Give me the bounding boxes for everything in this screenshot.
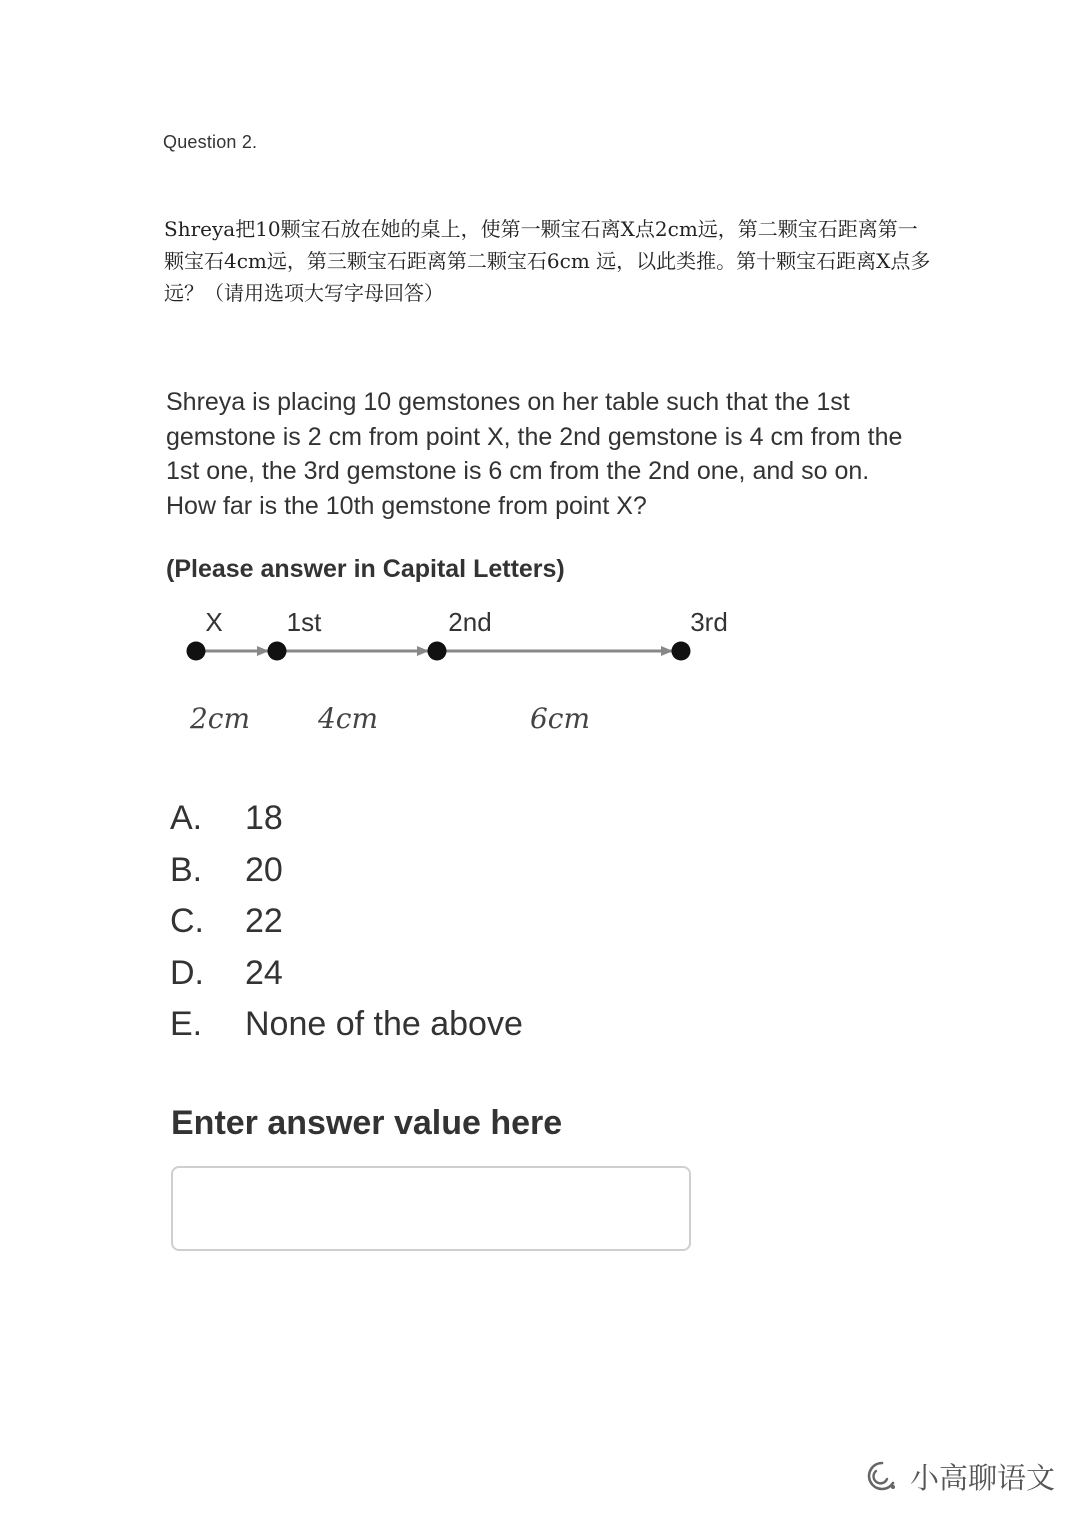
point-label-x: X <box>205 607 223 637</box>
answer-options <box>170 796 523 1054</box>
point-label-1st: 1st <box>286 607 322 637</box>
option-value: 18 <box>245 799 283 837</box>
question-number: Question 2. <box>163 132 258 152</box>
point-label-3rd: 3rd <box>690 607 728 637</box>
option-letter: B. <box>170 850 203 889</box>
answer-input[interactable] <box>171 1166 691 1251</box>
option-d <box>170 951 523 1003</box>
option-c <box>170 899 523 951</box>
chinese-prompt: Shreya把10颗宝石放在她的桌上，使第一颗宝石离X点2cm远，第二颗宝石距离第一颗宝石4cm远，第三颗宝石距离第二颗宝石6cm 远，以此类推。第十颗宝石距离X点多远？（请用选项大写字母回答） <box>164 217 931 305</box>
point-label-2nd: 2nd <box>448 607 492 637</box>
option-b <box>170 848 523 900</box>
point-3rd-dot <box>672 642 691 661</box>
option-letter: C. <box>170 902 204 940</box>
distance-label-6cm: 6cm <box>529 702 591 735</box>
point-1st-dot <box>268 642 287 661</box>
option-value: None of the above <box>245 1005 523 1043</box>
option-value: 22 <box>245 902 283 940</box>
point-x-dot <box>187 642 206 661</box>
answer-heading: Enter answer value here <box>171 1104 563 1142</box>
watermark-text: 小高聊语文 <box>910 1461 1056 1495</box>
option-letter: E. <box>170 1005 203 1043</box>
option-letter: A. <box>170 799 203 837</box>
watermark <box>862 1456 1055 1497</box>
option-e <box>170 1002 523 1054</box>
distance-label-4cm: 4cm <box>317 702 379 735</box>
option-letter: D. <box>170 953 204 992</box>
capital-letters-note: (Please answer in Capital Letters) <box>166 555 565 583</box>
gemstone-distance-diagram <box>160 598 780 748</box>
point-2nd-dot <box>428 642 447 661</box>
option-a <box>170 796 523 848</box>
option-value: 24 <box>245 953 283 992</box>
option-value: 20 <box>245 850 283 889</box>
wechat-search-icon <box>862 1457 902 1497</box>
distance-label-2cm: 2cm <box>189 702 251 735</box>
english-prompt: Shreya is placing 10 gemstones on her table such that the 1st gemstone is 2 cm from point X, the 2nd gemstone is 4 cm from the 1st one, the 3rd gemstone is 6 cm from the 2nd one, and so on. How far is the 10th gemstone from point X? <box>166 388 903 520</box>
